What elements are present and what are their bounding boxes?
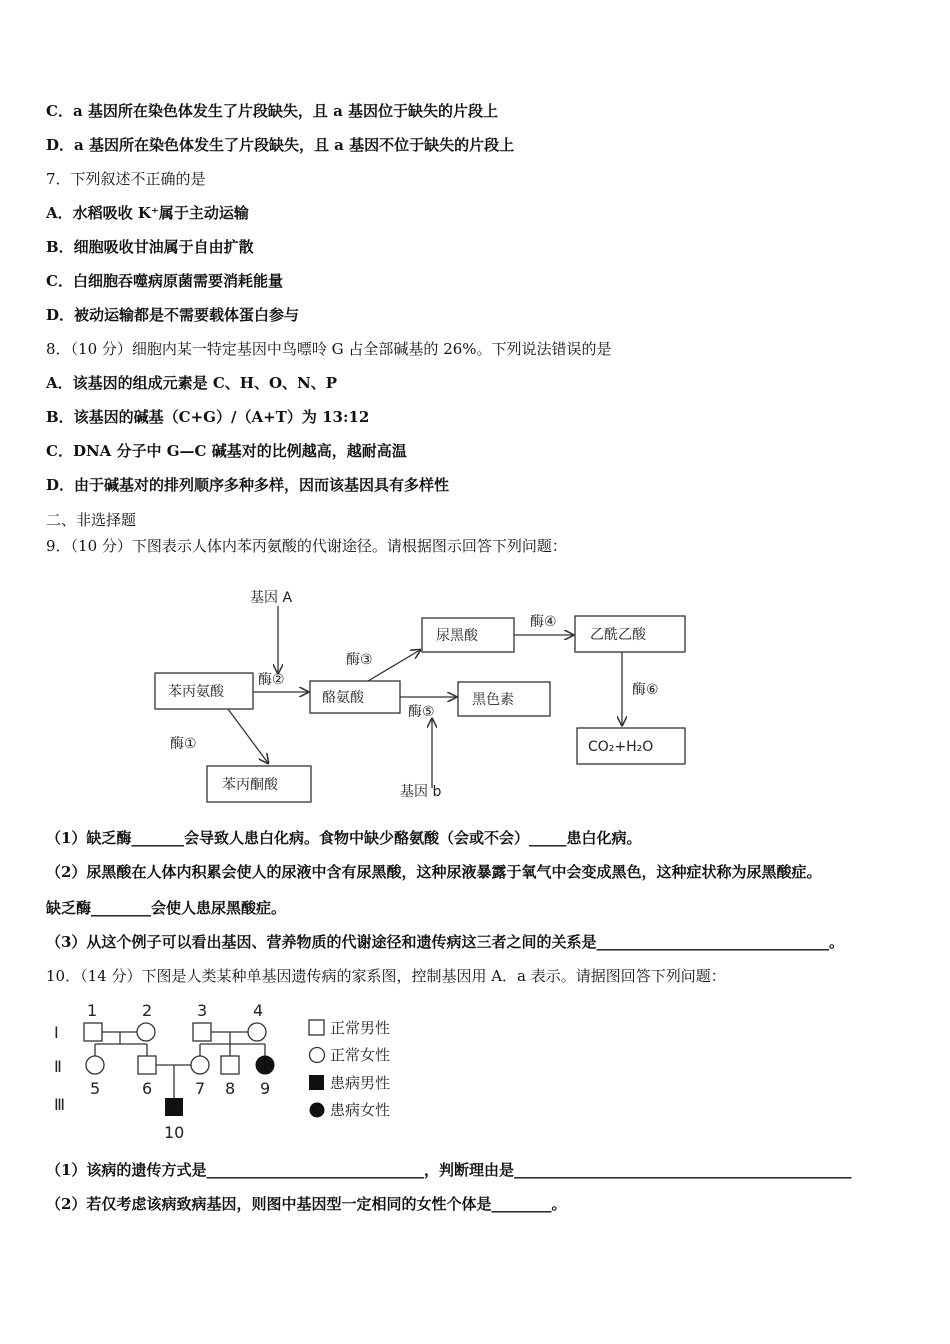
q8-option-c: C．DNA 分子中 G—C 碱基对的比例越高，越耐高温 <box>46 442 407 460</box>
q8-option-b: B．该基因的碱基（C+G）/（A+T）为 13:12 <box>46 408 370 426</box>
q10-part-1: （1）该病的遗传方式是_____________________________，判断理由是_____________________________________________ <box>46 1161 852 1179</box>
q6-option-d: D．a 基因所在染色体发生了片段缺失，且 a 基因不位于缺失的片段上 <box>46 136 515 154</box>
legend-affected-male-symbol <box>309 1075 324 1090</box>
individual-1-number: 1 <box>87 1001 98 1020</box>
q9-stem: 9．（10 分）下图表示人体内苯丙氨酸的代谢途径。请根据图示回答下列问题： <box>46 537 567 555</box>
legend-normal-female-label: 正常女性 <box>330 1046 391 1064</box>
q7-option-a: A．水稻吸收 K⁺属于主动运输 <box>46 204 249 222</box>
label-enzyme-4: 酶④ <box>530 614 557 630</box>
individual-3-number: 3 <box>197 1001 208 1020</box>
generation-2-label: Ⅱ <box>54 1057 62 1076</box>
q10-stem: 10．（14 分）下图是人类某种单基因遗传病的家系图，控制基因用 A．a 表示。请据图回答下列问题： <box>46 967 726 985</box>
label-homogentisic-acid: 尿黑酸 <box>436 628 478 644</box>
individual-8-normal-male <box>221 1056 239 1074</box>
label-gene-a: 基因 A <box>250 590 293 606</box>
label-enzyme-3: 酶③ <box>346 652 373 668</box>
q6-option-c: C．a 基因所在染色体发生了片段缺失，且 a 基因位于缺失的片段上 <box>46 102 499 120</box>
label-acetoacetic-acid: 乙酰乙酸 <box>590 627 646 643</box>
individual-6-number: 6 <box>142 1079 153 1098</box>
pedigree-chart <box>50 998 430 1146</box>
individual-10-number: 10 <box>164 1123 185 1142</box>
label-phenylalanine: 苯丙氨酸 <box>168 684 224 700</box>
label-tyrosine: 酪氨酸 <box>322 690 364 706</box>
individual-4-normal-female <box>248 1023 266 1041</box>
q9-part-2a: （2）尿黑酸在人体内积累会使人的尿液中含有尿黑酸，这种尿液暴露于氧气中会变成黑色，这种症状称为尿黑酸症。 <box>46 863 822 881</box>
individual-2-number: 2 <box>142 1001 153 1020</box>
individual-7-number: 7 <box>195 1079 206 1098</box>
legend-affected-female-label: 患病女性 <box>330 1101 391 1119</box>
legend-affected-male-label: 患病男性 <box>330 1074 391 1092</box>
q9-part-1: （1）缺乏酶_______会导致人患白化病。食物中缺少酪氨酸（会或不会）_____患白化病。 <box>46 829 642 847</box>
q7-option-d: D．被动运输都是不需要载体蛋白参与 <box>46 306 300 324</box>
label-enzyme-5: 酶⑤ <box>408 704 435 720</box>
individual-2-normal-female <box>137 1023 155 1041</box>
label-enzyme-1: 酶① <box>170 736 197 752</box>
q7-stem: 7．下列叙述不正确的是 <box>46 170 206 188</box>
legend-affected-female-symbol <box>310 1103 325 1118</box>
individual-8-number: 8 <box>225 1079 236 1098</box>
q8-option-a: A．该基因的组成元素是 C、H、O、N、P <box>46 374 338 392</box>
section-heading: 二、非选择题 <box>46 511 137 529</box>
generation-3-label: Ⅲ <box>54 1095 66 1114</box>
q9-part-2b: 缺乏酶________会使人患尿黑酸症。 <box>46 899 287 917</box>
label-phenylpyruvate: 苯丙酮酸 <box>222 777 278 793</box>
individual-3-normal-male <box>193 1023 211 1041</box>
label-gene-b: 基因 b <box>400 784 442 800</box>
individual-10-affected-male <box>165 1098 183 1116</box>
individual-5-number: 5 <box>90 1079 101 1098</box>
legend-normal-female-symbol <box>310 1048 325 1063</box>
individual-6-normal-male <box>138 1056 156 1074</box>
metabolic-pathway-diagram <box>150 578 710 810</box>
q7-option-b: B．细胞吸收甘油属于自由扩散 <box>46 238 254 256</box>
q7-option-c: C．白细胞吞噬病原菌需要消耗能量 <box>46 272 283 290</box>
label-enzyme-2: 酶② <box>258 672 285 688</box>
generation-1-label: Ⅰ <box>54 1023 59 1042</box>
q9-part-3: （3）从这个例子可以看出基因、营养物质的代谢途径和遗传病这三者之间的关系是_______________________________。 <box>46 933 844 951</box>
pedigree-legend <box>309 1019 390 1119</box>
individual-5-normal-female <box>86 1056 104 1074</box>
label-enzyme-6: 酶⑥ <box>632 682 659 698</box>
q10-part-2: （2）若仅考虑该病致病基因，则图中基因型一定相同的女性个体是________。 <box>46 1195 567 1213</box>
individual-9-number: 9 <box>260 1079 271 1098</box>
label-co2-h2o: CO₂+H₂O <box>588 739 654 755</box>
individual-9-affected-female <box>256 1056 274 1074</box>
label-melanin: 黑色素 <box>472 692 514 708</box>
q8-option-d: D．由于碱基对的排列顺序多种多样，因而该基因具有多样性 <box>46 476 450 494</box>
individual-1-normal-male <box>84 1023 102 1041</box>
legend-normal-male-label: 正常男性 <box>330 1019 391 1037</box>
q8-stem: 8．（10 分）细胞内某一特定基因中鸟嘌呤 G 占全部碱基的 26%。下列说法错误的是 <box>46 340 612 358</box>
legend-normal-male-symbol <box>309 1020 324 1035</box>
individual-4-number: 4 <box>253 1001 264 1020</box>
individual-7-normal-female <box>191 1056 209 1074</box>
